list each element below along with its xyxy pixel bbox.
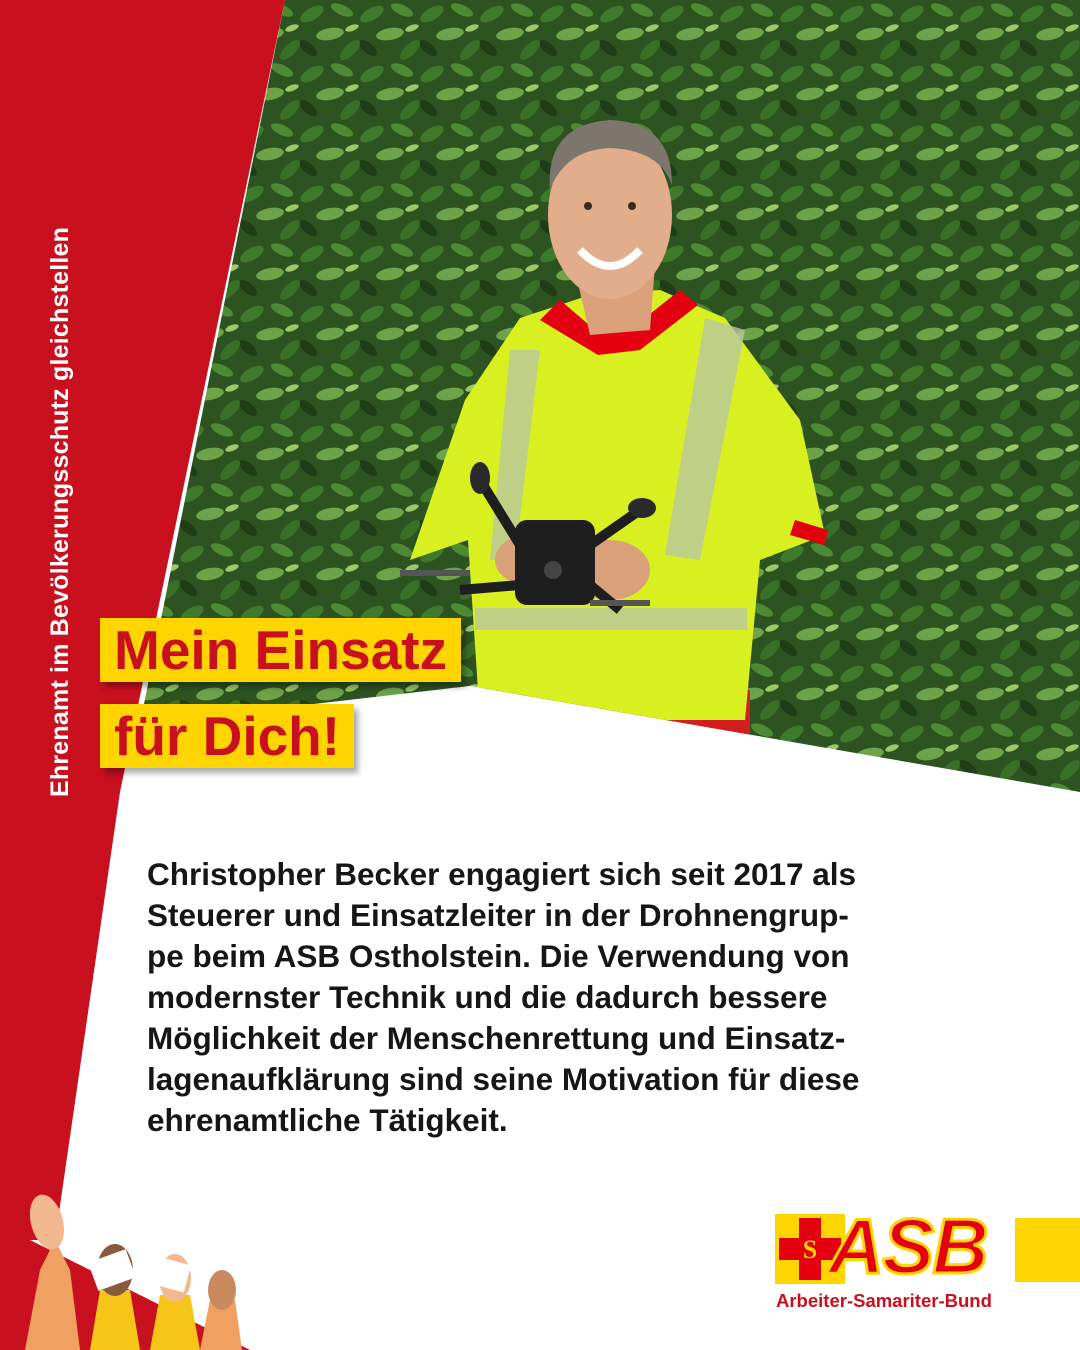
body-line: modernster Technik und die dadurch bessere — [147, 979, 828, 1015]
body-line: lagenaufklärung sind seine Motivation für diese — [147, 1061, 860, 1097]
body-line: Möglichkeit der Menschenrettung und Einsatz- — [147, 1020, 846, 1056]
logo-cross-letter: S — [802, 1235, 818, 1264]
logo-subtitle: Arbeiter-Samariter-Bund — [776, 1290, 992, 1311]
body-line: Christopher Becker engagiert sich seit 2017 als — [147, 856, 857, 892]
headline-line-2: für Dich! — [100, 704, 354, 768]
body-paragraph — [147, 854, 1027, 1141]
side-tag: Ehrenamt im Bevölkerungsschutz gleichstellen — [46, 226, 74, 797]
body-line: ehrenamtliche Tätigkeit. — [147, 1102, 508, 1138]
logo-yellow-bar — [1015, 1218, 1080, 1282]
headline-line-1: Mein Einsatz — [100, 618, 461, 682]
logo-letters: ASB — [828, 1202, 987, 1290]
body-line: Steuerer und Einsatzleiter in der Drohnengrup- — [147, 897, 849, 933]
body-line: pe beim ASB Ostholstein. Die Verwendung von — [147, 938, 850, 974]
raised-hands-illustration — [24, 1191, 242, 1350]
